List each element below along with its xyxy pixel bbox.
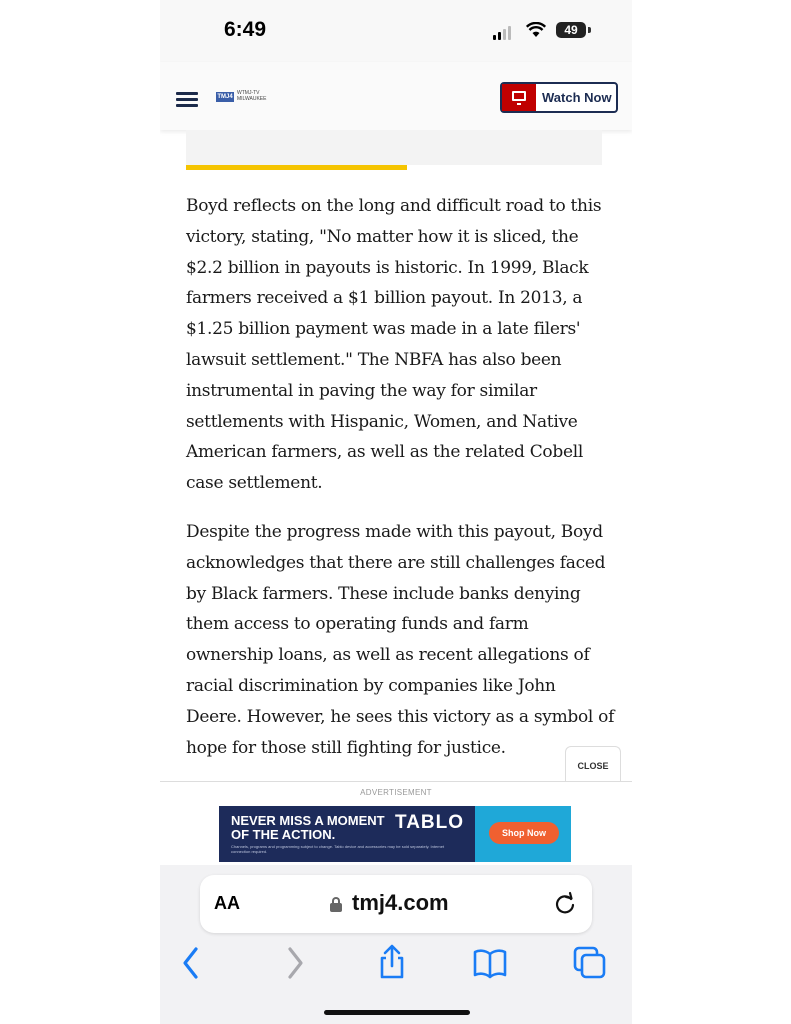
- battery-tip: [588, 27, 591, 33]
- shop-now-button[interactable]: Shop Now: [489, 822, 559, 844]
- ad-brand-logo: TABLO: [395, 812, 465, 833]
- logo-mark: TMJ4: [217, 94, 233, 100]
- forward-icon[interactable]: [274, 943, 314, 983]
- battery-icon: 49: [556, 22, 586, 38]
- article-paragraph: Despite the progress made with this payout, Boyd acknowledges that there are still challenges faced by Black farmers. These include banks denying them access to operating funds and farm ownership loans, as well as recent allegations of racial discrimination by companies like John Deere. However, he sees this victory as a symbol of hope for those still fighting for justice.: [186, 522, 615, 758]
- back-icon[interactable]: [172, 943, 212, 983]
- address-bar[interactable]: [200, 875, 592, 933]
- bookmarks-icon[interactable]: [470, 943, 510, 983]
- status-time: 6:49: [224, 18, 267, 41]
- watch-now-label: Watch Now: [542, 90, 612, 105]
- tabs-icon[interactable]: [570, 943, 610, 983]
- ad-headline: NEVER MISS A MOMENT OF THE ACTION.: [231, 813, 385, 842]
- share-icon[interactable]: [372, 943, 412, 983]
- tv-icon: [502, 84, 536, 111]
- logo-text: WTMJ-TV MILWAUKEE: [237, 90, 267, 102]
- ad-label: ADVERTISEMENT: [360, 788, 432, 797]
- ad-container: [160, 781, 632, 867]
- text-size-button[interactable]: AA: [214, 893, 240, 913]
- media-placeholder: [186, 130, 602, 165]
- home-indicator[interactable]: [324, 1010, 470, 1015]
- lock-icon: [330, 897, 342, 911]
- safari-toolbar: [160, 865, 632, 1024]
- watch-now-button[interactable]: [500, 82, 618, 113]
- site-header: [160, 62, 632, 130]
- wifi-icon: [526, 22, 546, 38]
- phone-screen: [160, 0, 632, 1024]
- article-paragraph: Boyd reflects on the long and difficult road to this victory, stating, "No matter how it is sliced, the $2.2 billion in payouts is historic. In 1999, Black farmers received a $1 billion payout. In 2013, a $1.25 billion payment was made in a late filers' lawsuit settlement." The NBFA has also been instrumental in paving the way for similar settlements with Hispanic, Women, and Native American farmers, as well as the related Cobell case settlement.: [186, 196, 602, 494]
- hamburger-menu-icon[interactable]: [176, 92, 198, 108]
- status-bar: [160, 0, 632, 62]
- accent-divider: [186, 165, 407, 170]
- ad-banner[interactable]: [219, 806, 571, 862]
- url-domain[interactable]: tmj4.com: [352, 890, 449, 915]
- site-logo[interactable]: [216, 90, 276, 104]
- close-ad-button[interactable]: CLOSE: [565, 746, 621, 783]
- reload-icon[interactable]: [552, 891, 578, 917]
- cellular-signal-icon: [493, 26, 513, 40]
- ad-fine-print: Channels, programs and programming subject to change. Tablo device and accessories may be sold separately. Internet connection required.: [231, 844, 445, 854]
